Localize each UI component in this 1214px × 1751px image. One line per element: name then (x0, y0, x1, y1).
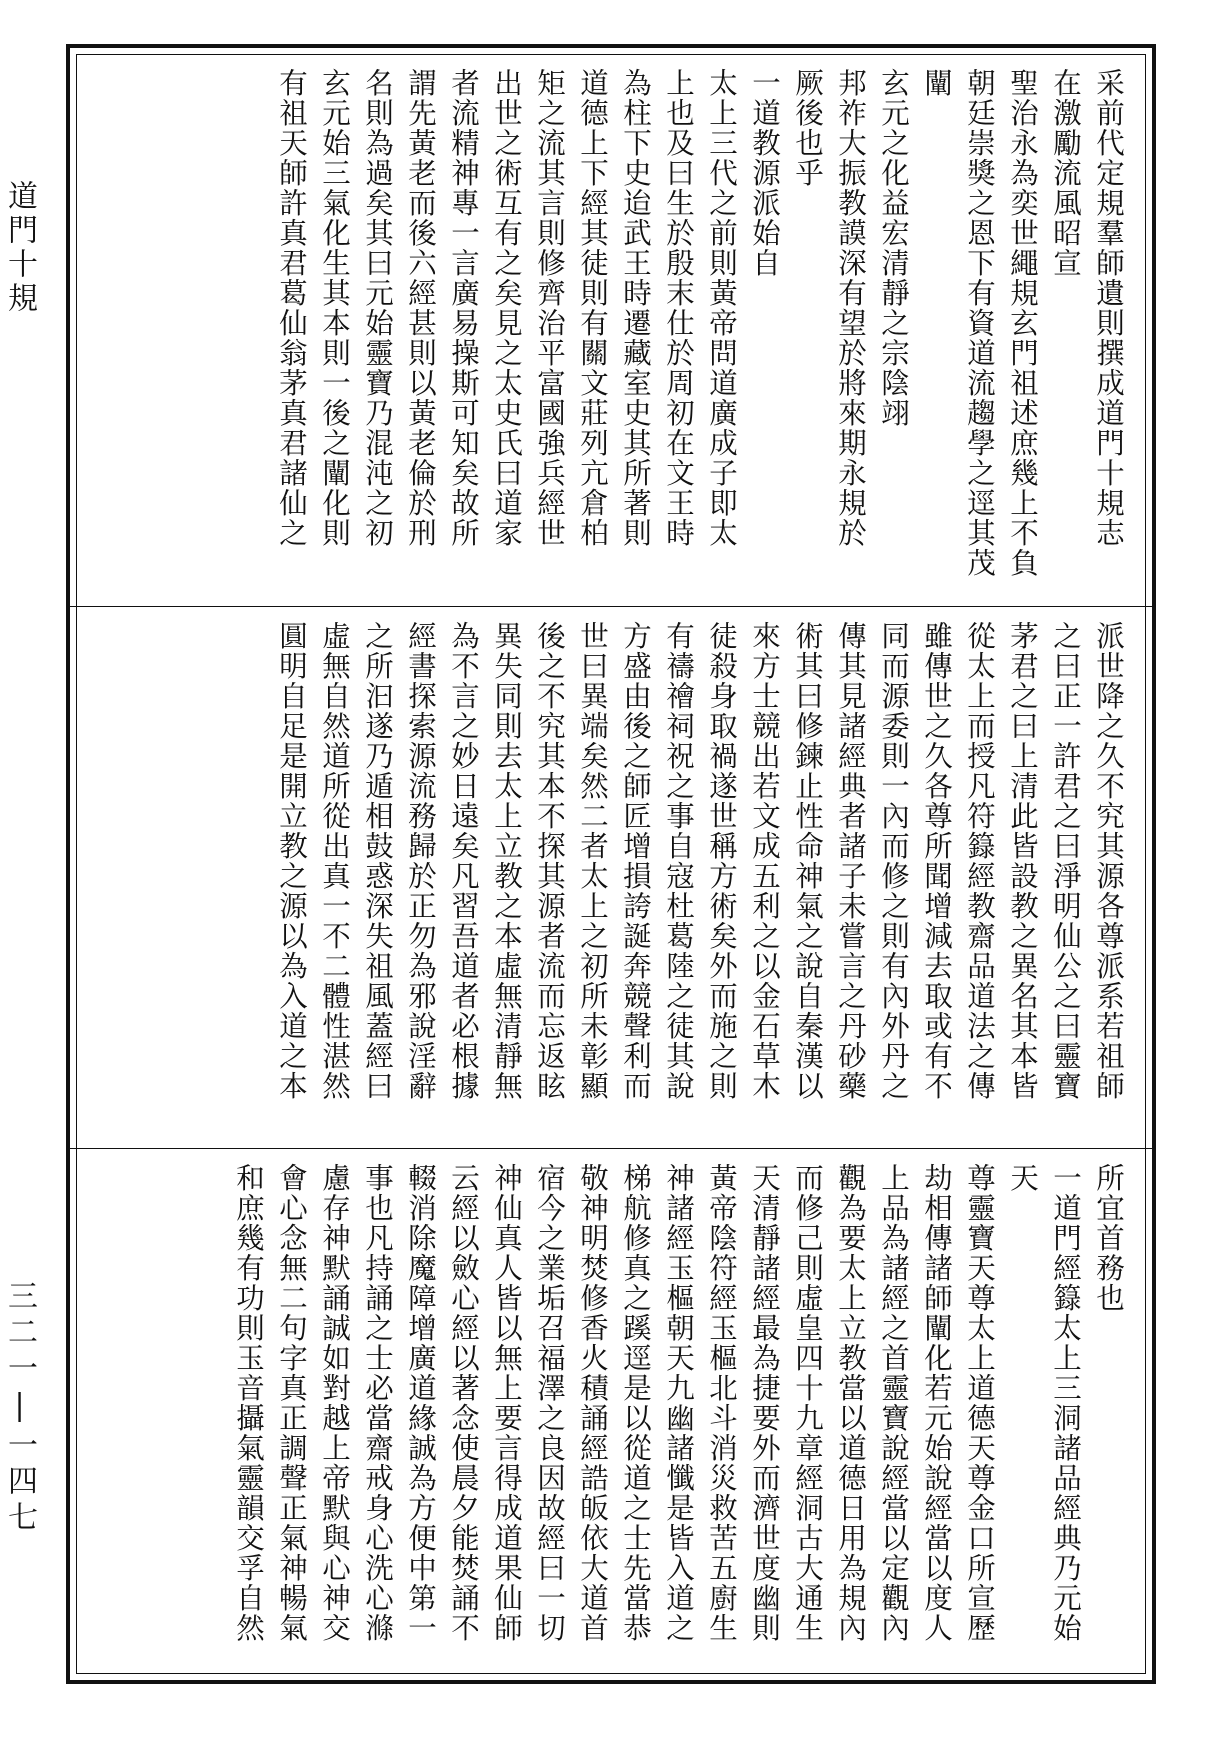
text-column: 名則為過矣其曰元始靈寶乃混沌之初 (361, 68, 394, 548)
page-frame (66, 44, 1156, 1684)
text-column: 方盛由後之師匠增損誇誕奔競聲利而 (619, 621, 652, 1101)
text-column: 後之不究其本不探其源者流而忘返眩 (533, 621, 566, 1101)
register-text (270, 68, 1130, 580)
text-column: 術其曰修鍊止性命神氣之說自秦漢以 (791, 621, 824, 1101)
text-column: 之曰正一許君之曰淨明仙公之曰靈寶 (1049, 621, 1082, 1101)
text-column: 太上三代之前則黃帝問道廣成子即太 (705, 68, 738, 548)
text-column: 和庶幾有功則玉音攝氣靈韻交孚自然 (232, 1163, 265, 1643)
text-column: 黃帝陰符經玉樞北斗消災救苦五廚生 (705, 1163, 738, 1643)
text-column: 邦祚大振教謨深有望於將來期永規於 (834, 68, 867, 548)
text-column: 采前代定規羣師遺則撰成道門十規志 (1092, 68, 1125, 548)
text-column: 神諸經玉樞朝天九幽諸懺是皆入道之 (662, 1163, 695, 1643)
text-register-top (70, 54, 1152, 594)
text-column: 厥後也乎 (791, 68, 824, 188)
text-column: 雖傳世之久各尊所聞增減去取或有不 (920, 621, 953, 1101)
text-column: 敬神明焚修香火積誦經誥皈依大道首 (576, 1163, 609, 1643)
text-column: 一道教源派始自 (748, 68, 781, 278)
text-column: 茅君之曰上清此皆設教之異名其本皆 (1006, 621, 1039, 1101)
text-column: 事也凡持誦之士必當齋戒身心洗心滌 (361, 1163, 394, 1643)
book-title-margin: 道門十規 (2, 180, 37, 316)
text-column: 玄元始三氣化生其本則一後之闡化則 (318, 68, 351, 548)
text-column: 來方士競出若文成五利之以金石草木 (748, 621, 781, 1101)
text-column: 傳其見諸經典者諸子未嘗言之丹砂藥 (834, 621, 867, 1101)
text-column: 道德上下經其徒則有關文莊列亢倉柏 (576, 68, 609, 548)
text-column: 慮存神默誦誠如對越上帝默與心神交 (318, 1163, 351, 1643)
text-column: 從太上而授凡符籙經教齋品道法之傳 (963, 621, 996, 1101)
text-column: 云經以斂心經以著念使晨夕能焚誦不 (447, 1163, 480, 1643)
register-text (270, 621, 1130, 1124)
register-text (227, 1163, 1130, 1668)
text-column: 梯航修真之蹊逕是以從道之士先當恭 (619, 1163, 652, 1643)
text-column: 觀為要太上立教當以道德日用為規內 (834, 1163, 867, 1643)
text-column: 圓明自足是開立教之源以為入道之本 (275, 621, 308, 1101)
text-column: 為柱下史迨武王時遷藏室史其所著則 (619, 68, 652, 548)
text-column: 同而源委則一內而修之則有內外丹之 (877, 621, 910, 1101)
text-column: 有祖天師許真君葛仙翁茅真君諸仙之 (275, 68, 308, 548)
text-column: 上也及曰生於殷末仕於周初在文王時 (662, 68, 695, 548)
text-column: 尊靈寶天尊太上道德天尊金口所宣歷 (963, 1163, 996, 1643)
text-column: 上品為諸經之首靈寶說經當以定觀內 (877, 1163, 910, 1643)
text-column: 輟消除魔障增廣道緣誠為方便中第一 (404, 1163, 437, 1643)
text-column: 出世之術互有之矣見之太史氏曰道家 (490, 68, 523, 548)
text-column: 在激勵流風昭宣 (1049, 68, 1082, 278)
text-column: 異失同則去太上立教之本虛無清靜無 (490, 621, 523, 1101)
text-column: 闡 (920, 68, 953, 98)
text-column: 派世降之久不究其源各尊派系若祖師 (1092, 621, 1125, 1101)
text-column: 世曰異端矣然二者太上之初所未彰顯 (576, 621, 609, 1101)
text-column: 經書探索源流務歸於正勿為邪說淫辭 (404, 621, 437, 1101)
text-column: 所宜首務也 (1092, 1163, 1125, 1313)
text-column: 虛無自然道所從出真一不二體性湛然 (318, 621, 351, 1101)
text-column: 一道門經籙太上三洞諸品經典乃元始天 (1006, 1163, 1082, 1643)
text-column: 而修己則虛皇四十九章經洞古大通生 (791, 1163, 824, 1643)
text-column: 有禱禬祠祝之事自寇杜葛陸之徒其說 (662, 621, 695, 1101)
text-register-bottom (70, 1148, 1152, 1682)
text-column: 劫相傳諸師闡化若元始說經當以度人 (920, 1163, 953, 1643)
text-column: 謂先黃老而後六經甚則以黃老倫於刑 (404, 68, 437, 548)
text-column: 會心念無二句字真正調聲正氣神暢氣 (275, 1163, 308, 1643)
text-column: 矩之流其言則修齊治平富國強兵經世 (533, 68, 566, 548)
text-column: 之所汩遂乃遁相鼓惑深失祖風蓋經曰 (361, 621, 394, 1101)
text-register-middle (70, 606, 1152, 1138)
text-column: 徒殺身取禍遂世稱方術矣外而施之則 (705, 621, 738, 1101)
text-column: 為不言之妙日遠矣凡習吾道者必根據 (447, 621, 480, 1101)
text-column: 宿今之業垢召福澤之良因故經曰一切 (533, 1163, 566, 1643)
text-column: 天清靜諸經最為捷要外而濟世度幽則 (748, 1163, 781, 1643)
text-column: 玄元之化益宏清靜之宗陰翊 (877, 68, 910, 428)
page-number-margin: 三二一|一四七 (2, 1280, 37, 1537)
text-column: 神仙真人皆以無上要言得成道果仙師 (490, 1163, 523, 1643)
text-column: 朝廷崇獎之恩下有資道流趨學之逕其茂 (963, 68, 996, 578)
text-column: 者流精神專一言廣易操斯可知矣故所 (447, 68, 480, 548)
text-column: 聖治永為奕世繩規玄門祖述庶幾上不負 (1006, 68, 1039, 578)
